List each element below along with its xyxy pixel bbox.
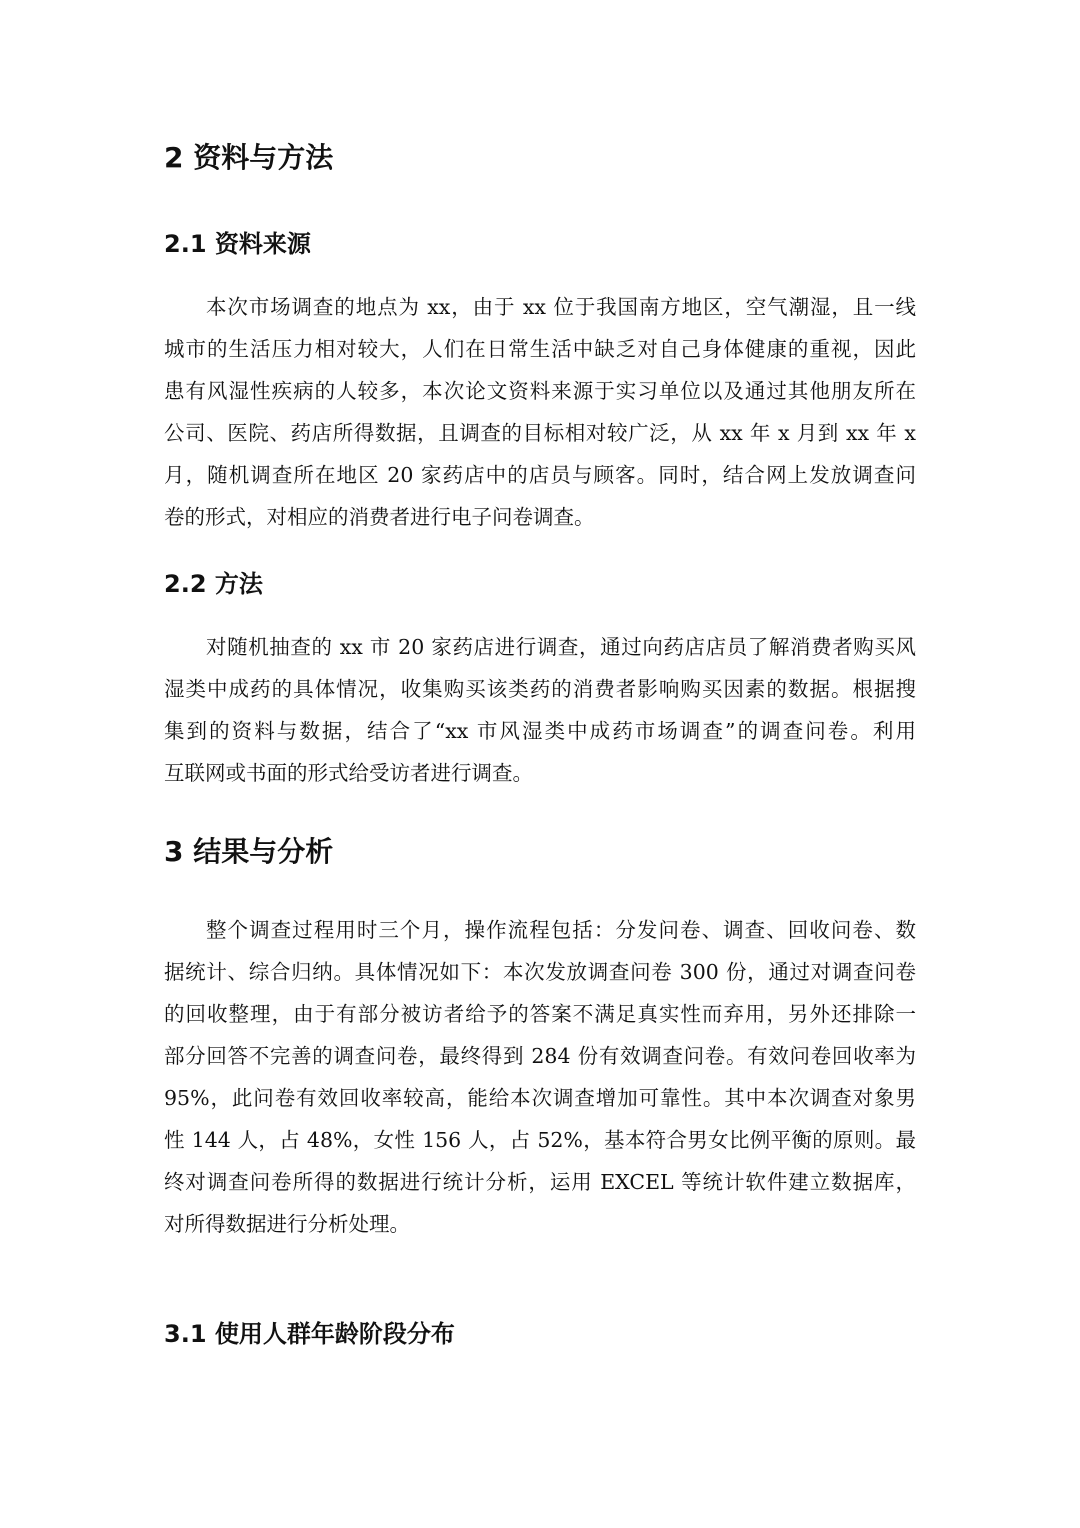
- section-heading-2: 2 资料与方法: [164, 141, 334, 174]
- paragraph-line: 公司、医院、药店所得数据，且调查的目标相对较广泛，从 xx 年 x 月到 xx 年 x: [164, 421, 916, 445]
- paragraph-line: 整个调查过程用时三个月，操作流程包括：分发问卷、调查、回收问卷、数: [206, 918, 916, 942]
- paragraph-line: 对随机抽查的 xx 市 20 家药店进行调查，通过向药店店员了解消费者购买风: [206, 635, 916, 659]
- paragraph-line: 据统计、综合归纳。具体情况如下：本次发放调查问卷 300 份，通过对调查问卷: [164, 960, 916, 984]
- section-heading-2-2: 2.2 方法: [164, 570, 263, 598]
- paragraph-3: [164, 909, 916, 1245]
- paragraph-line: 本次市场调查的地点为 xx，由于 xx 位于我国南方地区，空气潮湿，且一线: [206, 295, 916, 319]
- paragraph-line: 的回收整理，由于有部分被访者给予的答案不满足真实性而弃用，另外还排除一: [164, 1002, 916, 1026]
- paragraph-2-2: [164, 626, 916, 794]
- paragraph-line: 互联网或书面的形式给受访者进行调查。: [164, 761, 533, 785]
- paragraph-line: 部分回答不完善的调查问卷，最终得到 284 份有效调查问卷。有效问卷回收率为: [164, 1044, 916, 1068]
- section-heading-2-1: 2.1 资料来源: [164, 230, 311, 258]
- section-heading-3-1: 3.1 使用人群年龄阶段分布: [164, 1320, 455, 1348]
- paragraph-line: 月，随机调查所在地区 20 家药店中的店员与顾客。同时，结合网上发放调查问: [164, 463, 916, 487]
- paragraph-line: 对所得数据进行分析处理。: [164, 1212, 410, 1236]
- paragraph-line: 湿类中成药的具体情况，收集购买该类药的消费者影响购买因素的数据。根据搜: [164, 677, 916, 701]
- paragraph-line: 95%，此问卷有效回收率较高，能给本次调查增加可靠性。其中本次调查对象男: [164, 1086, 916, 1110]
- section-heading-3: 3 结果与分析: [164, 835, 334, 868]
- paragraph-line: 性 144 人，占 48%，女性 156 人，占 52%，基本符合男女比例平衡的原则。最: [164, 1128, 916, 1152]
- paragraph-line: 城市的生活压力相对较大，人们在日常生活中缺乏对自己身体健康的重视，因此: [164, 337, 916, 361]
- paragraph-line: 终对调查问卷所得的数据进行统计分析，运用 EXCEL 等统计软件建立数据库，: [164, 1170, 916, 1194]
- paragraph-2-1: [164, 286, 916, 538]
- paragraph-line: 患有风湿性疾病的人较多，本次论文资料来源于实习单位以及通过其他朋友所在: [164, 379, 916, 403]
- paragraph-line: 卷的形式，对相应的消费者进行电子问卷调查。: [164, 505, 595, 529]
- paragraph-line: 集到的资料与数据，结合了“xx 市风湿类中成药市场调查”的调查问卷。利用: [164, 719, 916, 743]
